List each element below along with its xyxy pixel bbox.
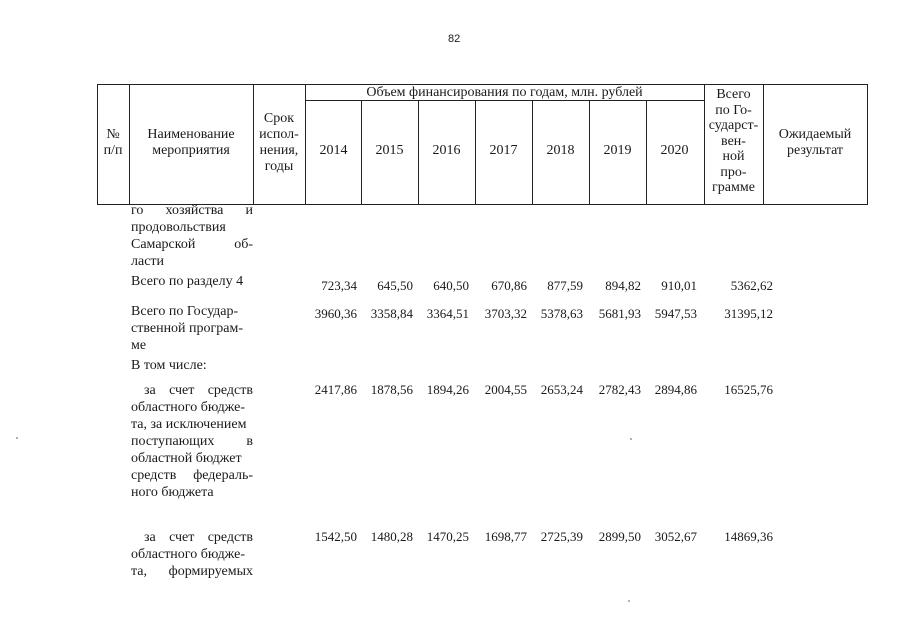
row-formed-2016: 1470,25 bbox=[426, 529, 469, 544]
header-funding: Объем финансирования по годам, млн. рублей bbox=[366, 85, 643, 100]
row-name-regional-budget: ного бюджета bbox=[131, 485, 214, 500]
continuation-line: Самарской об- bbox=[131, 237, 253, 252]
row-program-2016: 3364,51 bbox=[426, 306, 469, 321]
row-regional-2020: 2894,86 bbox=[654, 382, 697, 397]
row-name-regional-budget: за счет средств bbox=[144, 383, 253, 398]
row-name-regional-formed: областного бюдже- bbox=[131, 547, 246, 562]
header-name: Наименование мероприятия bbox=[147, 127, 235, 158]
row-name-section4: Всего по разделу 4 bbox=[131, 274, 244, 289]
scan-speck bbox=[628, 600, 630, 602]
row-regional-2017: 2004,55 bbox=[484, 382, 527, 397]
row-formed-2019: 2899,50 bbox=[598, 529, 641, 544]
scan-speck bbox=[630, 438, 632, 440]
scan-speck bbox=[16, 437, 18, 439]
header-year-2019: 2019 bbox=[603, 143, 632, 158]
row-section4-2014: 723,34 bbox=[321, 278, 357, 293]
header-total: Всего по Го- сударст- вен- ной про- грамме bbox=[708, 87, 759, 195]
row-name-regional-budget: поступающих в bbox=[131, 434, 253, 449]
page-number: 82 bbox=[448, 33, 461, 45]
row-section4-2017: 670,86 bbox=[491, 278, 527, 293]
row-section4-2015: 645,50 bbox=[377, 278, 413, 293]
row-program-2015: 3358,84 bbox=[370, 306, 413, 321]
row-formed-2014: 1542,50 bbox=[314, 529, 357, 544]
row-name-including: В том числе: bbox=[131, 358, 207, 373]
header-year-2017: 2017 bbox=[489, 143, 518, 158]
row-name-regional-formed: за счет средств bbox=[144, 530, 253, 545]
row-section4-2016: 640,50 bbox=[433, 278, 469, 293]
header-number: № п/п bbox=[103, 127, 123, 158]
row-program-2018: 5378,63 bbox=[540, 306, 583, 321]
row-formed-total: 14869,36 bbox=[724, 529, 773, 544]
row-regional-2015: 1878,56 bbox=[370, 382, 413, 397]
header-year-2014: 2014 bbox=[319, 143, 348, 158]
row-formed-2018: 2725,39 bbox=[540, 529, 583, 544]
row-formed-2017: 1698,77 bbox=[484, 529, 527, 544]
continuation-line: продовольствия bbox=[131, 220, 226, 235]
row-formed-2020: 3052,67 bbox=[654, 529, 697, 544]
continuation-line: ласти bbox=[131, 254, 165, 269]
row-name-program-total: ме bbox=[131, 338, 147, 353]
row-program-2020: 5947,53 bbox=[654, 306, 697, 321]
row-regional-2014: 2417,86 bbox=[314, 382, 357, 397]
row-section4-total: 5362,62 bbox=[730, 278, 773, 293]
row-program-total: 31395,12 bbox=[724, 306, 773, 321]
row-name-regional-budget: средств федераль- bbox=[131, 468, 253, 483]
header-year-2018: 2018 bbox=[546, 143, 575, 158]
row-section4-2018: 877,59 bbox=[547, 278, 583, 293]
continuation-line: го хозяйства и bbox=[131, 203, 253, 218]
row-section4-2020: 910,01 bbox=[661, 278, 697, 293]
header-year-2015: 2015 bbox=[375, 143, 404, 158]
header-term: Срок испол- нения, годы bbox=[259, 111, 299, 174]
row-program-2019: 5681,93 bbox=[598, 306, 641, 321]
row-program-2014: 3960,36 bbox=[314, 306, 357, 321]
row-name-regional-budget: та, за исключением bbox=[131, 417, 247, 432]
row-regional-2019: 2782,43 bbox=[598, 382, 641, 397]
header-year-2020: 2020 bbox=[660, 143, 689, 158]
header-year-2016: 2016 bbox=[432, 143, 461, 158]
row-program-2017: 3703,32 bbox=[484, 306, 527, 321]
header-expected-result: Ожидаемый результат bbox=[778, 127, 852, 158]
row-name-program-total: Всего по Государ- bbox=[131, 304, 239, 319]
row-regional-total: 16525,76 bbox=[724, 382, 773, 397]
row-name-program-total: ственной програм- bbox=[131, 321, 244, 336]
row-section4-2019: 894,82 bbox=[605, 278, 641, 293]
row-name-regional-budget: областного бюдже- bbox=[131, 400, 246, 415]
row-name-regional-formed: та, формируемых bbox=[131, 564, 253, 579]
row-name-regional-budget: областной бюджет bbox=[131, 451, 242, 466]
row-regional-2018: 2653,24 bbox=[540, 382, 583, 397]
row-formed-2015: 1480,28 bbox=[370, 529, 413, 544]
row-regional-2016: 1894,26 bbox=[426, 382, 469, 397]
